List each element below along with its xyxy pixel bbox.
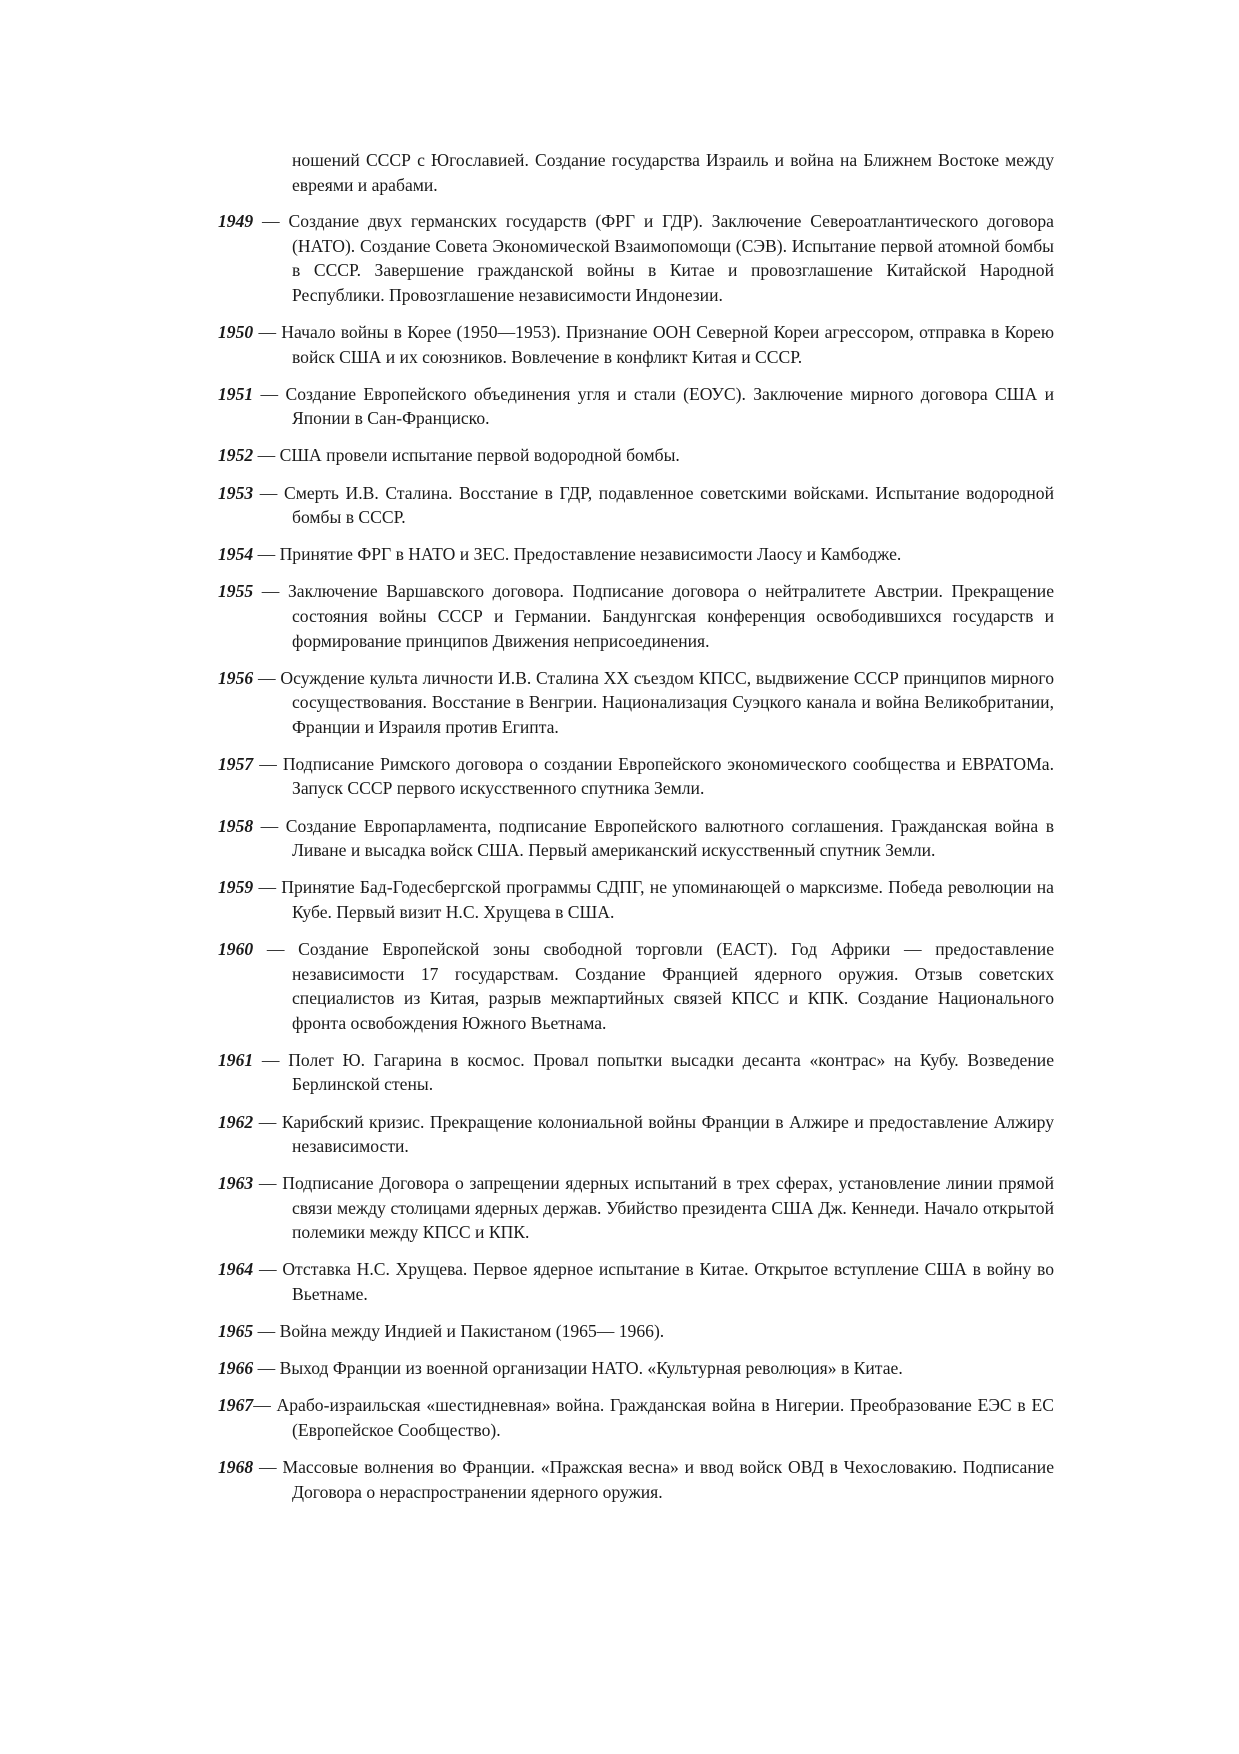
entry-year: 1957: [218, 753, 254, 774]
entry-text: Принятие Бад-Годесбергской программы СДПГ, не упоминающей о марксизме. Победа революции на Кубе. Первый визит Н.С. Хрущева в США.: [281, 877, 1054, 922]
entry-text: Смерть И.В. Сталина. Восстание в ГДР, подавленное советскими войсками. Испытание водородной бомбы в СССР.: [283, 482, 1054, 528]
entry-year: 1954: [218, 544, 254, 565]
chronology-entry: [218, 443, 1054, 468]
entry-year: 1966: [218, 1358, 254, 1379]
entry-text: Начало войны в Корее (1950—1953). Признание ООН Северной Кореи агрессором, отправка в Корею войск США и их союзников. Вовлечение в конфликт Китая и СССР.: [281, 322, 1054, 367]
entry-text: Война между Индией и Пакистаном (1965— 1966).: [279, 1321, 665, 1342]
entry-text: Создание Европейской зоны свободной торговли (ЕАСТ). Год Африки — предоставление независимости 17 государствам. Создание Францией ядерного оружия. Отзыв советских специалистов из Китая, разрыв межпартийных связей КПСС и КПК. Создание Национального фронта освобождения Южного Вьетнама.: [292, 938, 1055, 1033]
entry-separator: —: [253, 1358, 280, 1379]
entry-separator: —: [253, 383, 286, 404]
entry-separator: —: [253, 1321, 280, 1342]
chronology-entry: [218, 579, 1054, 653]
chronology-entry: [218, 1110, 1054, 1159]
chronology-entry: [218, 542, 1054, 567]
entry-year: 1961: [218, 1049, 254, 1070]
chronology-entry: [218, 382, 1054, 431]
entry-separator: —: [253, 482, 284, 503]
entries-container: [218, 209, 1054, 1504]
entry-separator: —: [253, 1259, 283, 1280]
entry-year: 1968: [218, 1457, 254, 1478]
entry-year: 1953: [218, 482, 254, 503]
chronology-entry: [218, 1455, 1054, 1504]
entry-year: 1950: [218, 322, 254, 343]
entry-year: 1960: [218, 938, 254, 959]
chronology-entry: [218, 1319, 1054, 1344]
entry-text: Выход Франции из военной организации НАТО. «Культурная революция» в Китае.: [279, 1358, 903, 1379]
entry-separator: —: [253, 211, 289, 232]
chronology-entry: [218, 1393, 1054, 1442]
entry-text: Подписание Договора о запрещении ядерных испытаний в трех сферах, установление линии прямой связи между столицами ядерных держав. Убийство президента США Дж. Кеннеди. Начало открытой полемики между КПСС и КПК.: [282, 1173, 1054, 1243]
entry-separator: —: [253, 1457, 283, 1478]
entry-separator: —: [253, 581, 288, 602]
chronology-entry: [218, 814, 1054, 863]
entry-year: 1949: [218, 211, 254, 232]
entry-separator: —: [253, 1173, 283, 1194]
entry-year: 1963: [218, 1173, 254, 1194]
entry-text: Подписание Римского договора о создании Европейского экономического сообщества и ЕВРАТОМа. Запуск СССР первого искусственного спутника Земли.: [282, 753, 1054, 799]
chronology-entry: [218, 320, 1054, 369]
entry-text: Создание Европарламента, подписание Европейского валютного соглашения. Гражданская война в Ливане и высадка войск США. Первый американский искусственный спутник Земли.: [285, 815, 1054, 861]
entry-text: Создание Европейского объединения угля и стали (ЕОУС). Заключение мирного договора США и Японии в Сан-Франциско.: [285, 383, 1054, 429]
entry-year: 1956: [218, 667, 254, 688]
entry-separator: —: [253, 544, 280, 565]
chronology-entry: [218, 752, 1054, 801]
continuation-paragraph: ношений СССР с Югославией. Создание государства Израиль и война на Ближнем Востоке между евреями и арабами.: [292, 150, 1054, 195]
chronology-entry: [218, 875, 1054, 924]
chronology-entry: [218, 209, 1054, 307]
chronology-entry: [218, 1257, 1054, 1306]
chronology-entry: [218, 1048, 1054, 1097]
entry-text: Создание двух германских государств (ФРГ и ГДР). Заключение Североатлантического договора (НАТО). Создание Совета Экономической Взаимопомощи (СЭВ). Испытание первой атомной бомбы в СССР. Завершение гражданской войны в Китае и провозглашение Китайской Народной Республики. Провозглашение независимости Индонезии.: [288, 211, 1054, 305]
entry-separator: —: [253, 815, 286, 836]
entry-year: 1951: [218, 383, 254, 404]
entry-text: Арабо-израильская «шестидневная» война. Гражданская война в Нигерии. Преобразование ЕЭС в ЕС (Европейское Сообщество).: [276, 1395, 1054, 1440]
entry-separator: —: [253, 877, 282, 898]
chronology-list: [218, 148, 1054, 1517]
entry-year: 1952: [218, 445, 254, 466]
entry-text: Полет Ю. Гагарина в космос. Провал попытки высадки десанта «контрас» на Кубу. Возведение Берлинской стены.: [288, 1049, 1055, 1095]
entry-separator: —: [253, 1049, 289, 1070]
entry-separator: —: [253, 322, 282, 343]
chronology-entry: [218, 937, 1054, 1035]
entry-year: 1955: [218, 581, 254, 602]
entry-text: Осуждение культа личности И.В. Сталина XX съездом КПСС, выдвижение СССР принципов мирного сосуществования. Восстание в Венгрии. Национализация Суэцкого канала и война Великобритании, Франции и Израиля против Египта.: [280, 667, 1055, 737]
entry-year: 1965: [218, 1321, 254, 1342]
entry-text: Карибский кризис. Прекращение колониальной войны Франции в Алжире и предоставление Алжиру независимости.: [281, 1111, 1055, 1157]
entry-year: 1964: [218, 1259, 254, 1280]
chronology-entry: [218, 481, 1054, 530]
entry-year: 1959: [218, 877, 254, 898]
entry-separator: —: [253, 667, 281, 688]
chronology-entry: [218, 666, 1054, 740]
entry-year: 1962: [218, 1111, 254, 1132]
entry-text: США провели испытание первой водородной бомбы.: [279, 445, 680, 466]
entry-separator: —: [253, 445, 280, 466]
entry-text: Отставка Н.С. Хрущева. Первое ядерное испытание в Китае. Открытое вступление США в войну во Вьетнаме.: [282, 1259, 1055, 1305]
entry-text: Принятие ФРГ в НАТО и ЗЕС. Предоставление независимости Лаосу и Камбодже.: [279, 544, 902, 565]
chronology-entry: [218, 1171, 1054, 1245]
chronology-entry: [218, 1356, 1054, 1381]
entry-separator: —: [253, 938, 299, 959]
entry-separator: —: [253, 1395, 277, 1416]
entry-year: 1958: [218, 815, 254, 836]
entry-separator: —: [253, 1111, 282, 1132]
entry-year: 1967: [218, 1395, 254, 1416]
entry-text: Заключение Варшавского договора. Подписание договора о нейтралитете Австрии. Прекращение состояния войны СССР и Германии. Бандунгская конференция освободившихся государств и формирование принципов Движения неприсоединения.: [287, 581, 1055, 651]
entry-separator: —: [253, 753, 283, 774]
entry-text: Массовые волнения во Франции. «Пражская весна» и ввод войск ОВД в Чехословакию. Подписание Договора о нераспространении ядерного оружия.: [282, 1457, 1054, 1502]
